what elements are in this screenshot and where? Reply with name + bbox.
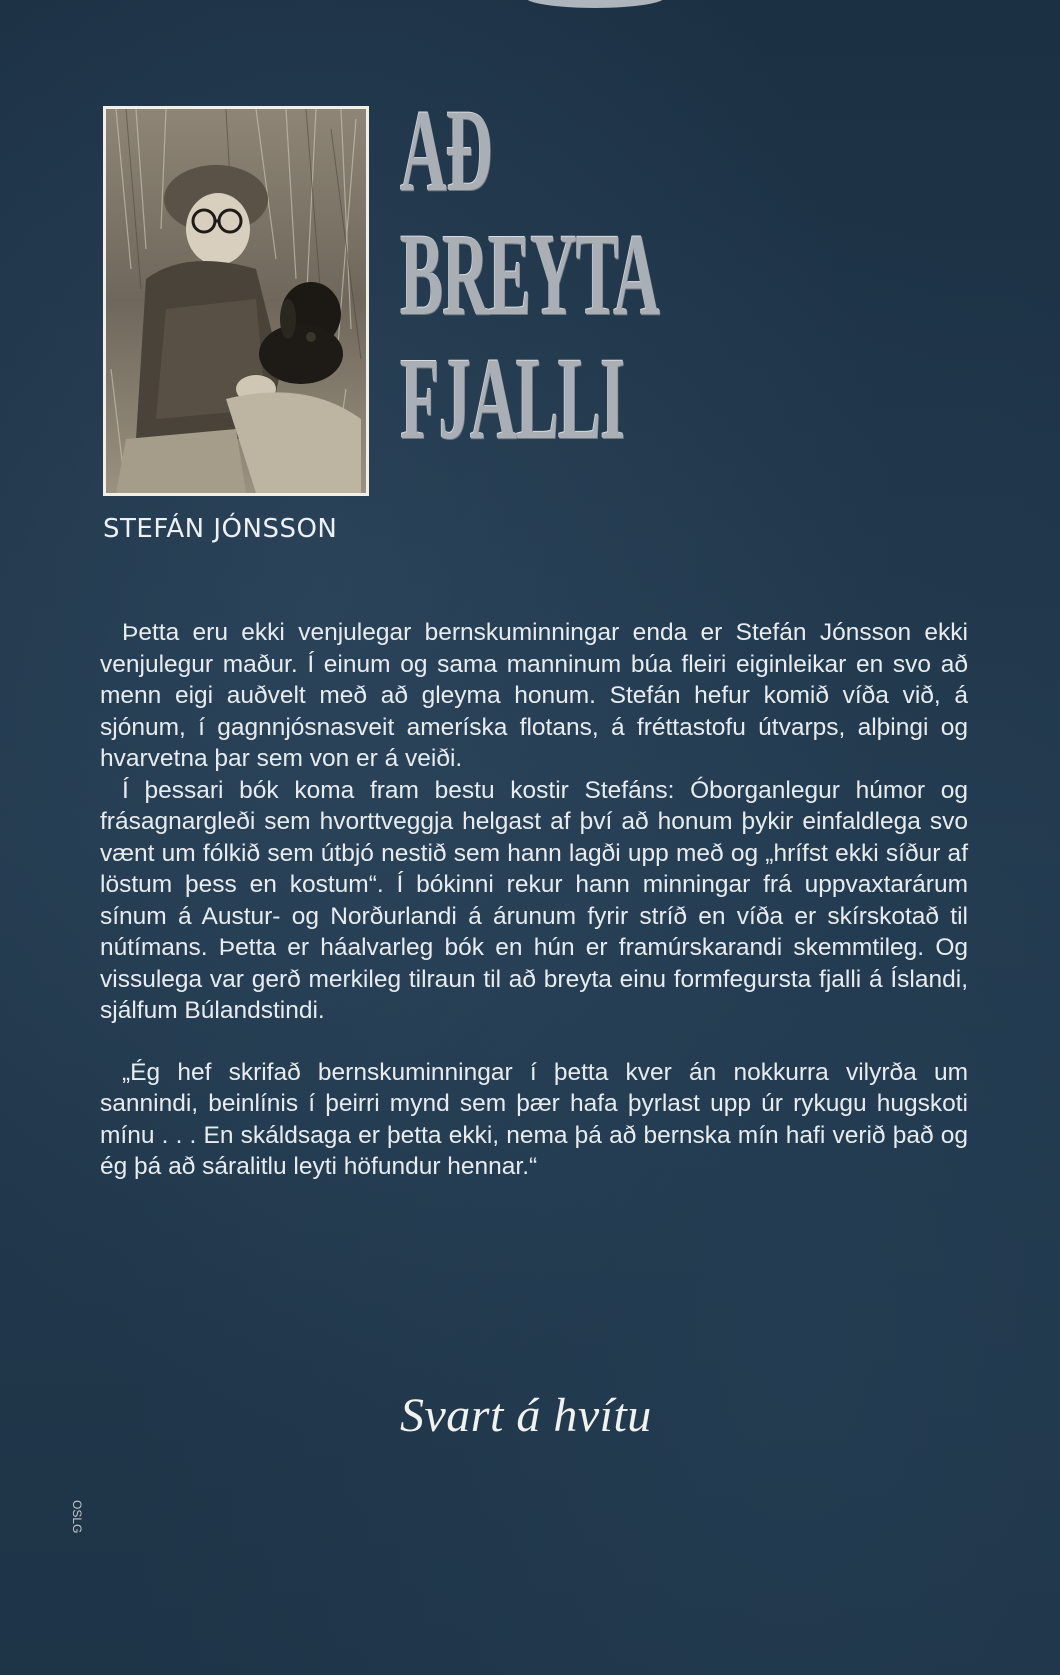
blurb-paragraph-1: Þetta eru ekki venjulegar bernskuminningar enda er Stefán Jónsson ekki venjulegur maður. Í einum og sama manninum búa fleiri eiginleikar en svo að menn eigi auðvelt með að gleyma honum. Stefán hefur komið víða við, á sjónum, í gagnnjósnasveit ameríska flotans, á fréttastofu útvarps, alþingi og hvarvetna þar sem von er á veiði. xyxy=(100,619,968,772)
author-quote: „Ég hef skrifað bernskuminningar í þetta kver án nokkurra vilyrða um sannindi, beinlínis í þeirri mynd sem þær hafa þyrlast upp úr rykugu hugskoti mínu . . . En skáldsaga er þetta ekki, nema þá að bernska mín hafi verið það og ég þá að sáralitlu leyti höfundur hennar.“ xyxy=(100,1058,968,1180)
author-photo-image xyxy=(106,109,366,493)
title-line-2: BREYTA xyxy=(400,209,660,340)
book-title xyxy=(400,85,720,512)
title-line-1: AÐ xyxy=(400,85,492,216)
title-line-3: FJALLI xyxy=(400,333,625,464)
blurb-paragraph-2: Í þessari bók koma fram bestu kostir Stefáns: Óborganlegur húmor og frásagnargleði sem hvorttveggja helgast af því að honum þykir einfaldlega svo vænt um fólkið sem útbjó nestið sem hann lagði upp með og „hrífst ekki síður af löstum þess en kostum“. Í bókinni rekur hann minningar frá uppvaxtarárum sínum á Austur- og Norðurlandi á árunum fyrir stríð en víða er skírskotað til nútímans. Þetta er háalvarleg bók en hún er framúrskarandi skemmtileg. Og vissulega var gerð merkileg tilraun til að breyta einu formfegursta fjalli á Íslandi, sjálfum Búlandstindi. xyxy=(100,776,968,1024)
author-name: STEFÁN JÓNSSON xyxy=(103,514,338,544)
back-cover-blurb xyxy=(100,617,968,1183)
publisher-logo-text: Svart á hvítu xyxy=(400,1389,652,1442)
author-photo xyxy=(103,106,369,496)
cover-top-notch xyxy=(525,0,665,8)
printer-code: OSLG xyxy=(70,1500,84,1534)
